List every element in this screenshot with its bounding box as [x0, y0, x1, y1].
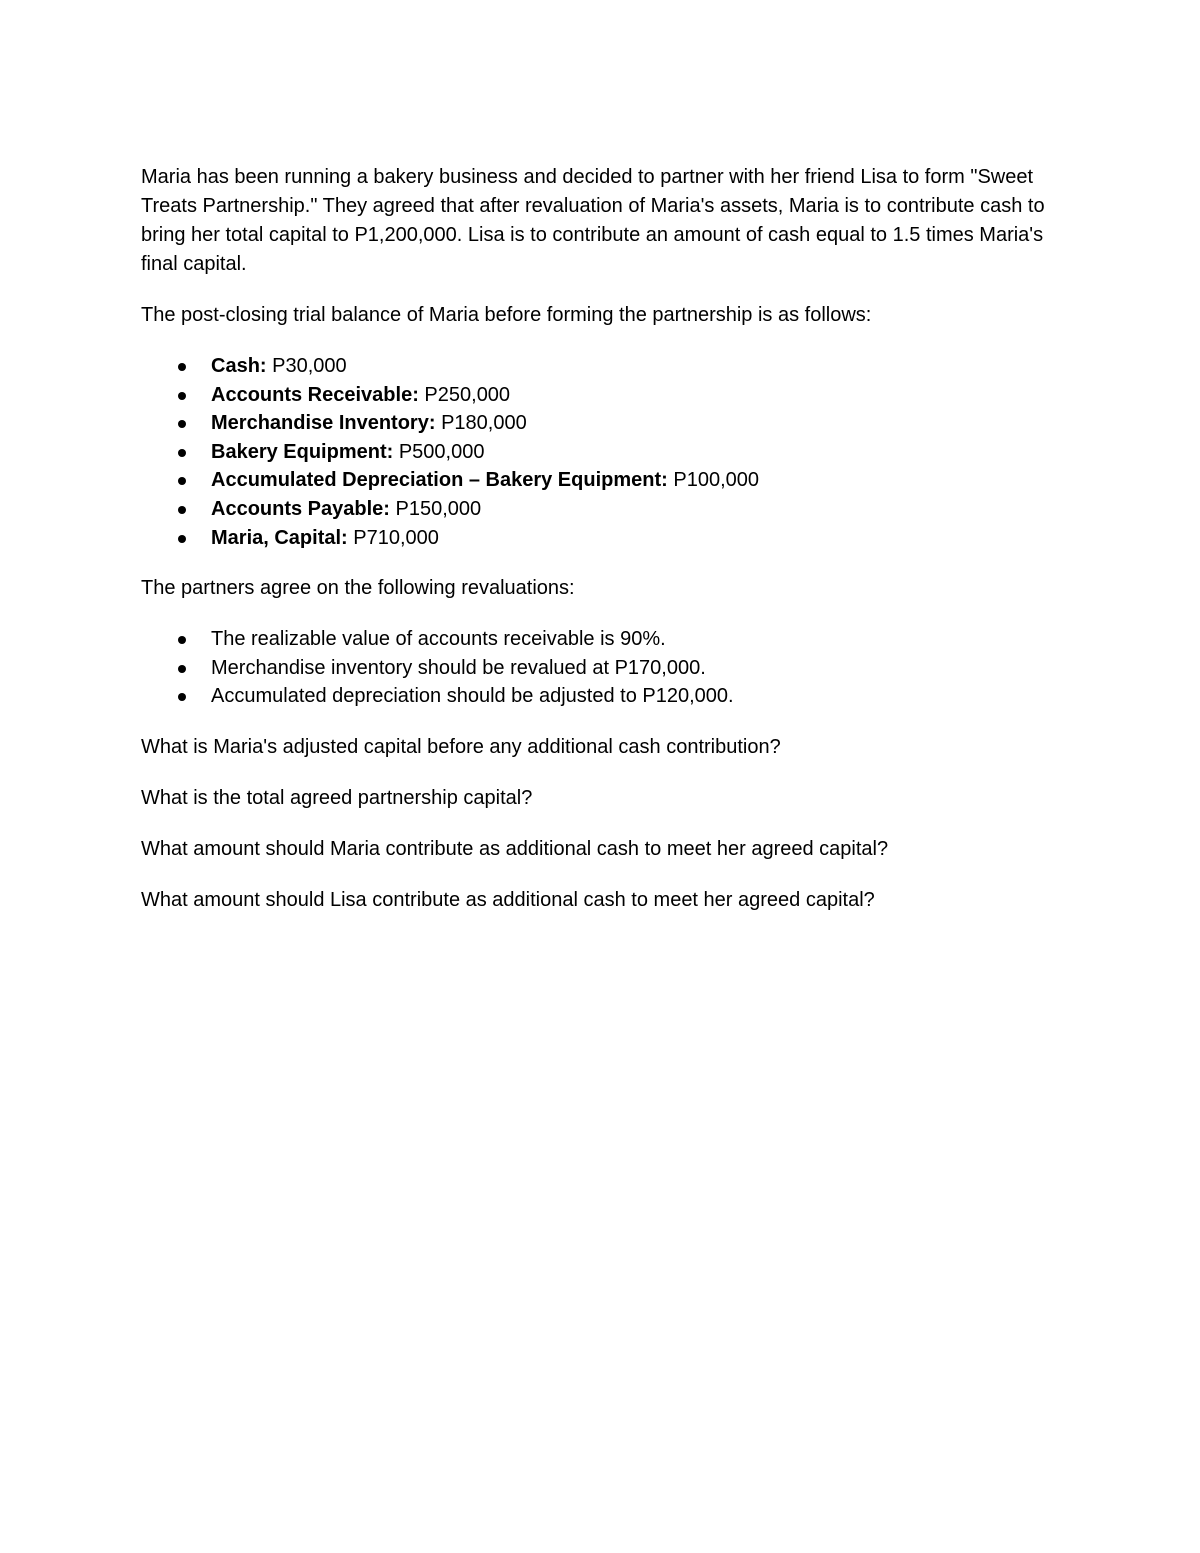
revaluation-item	[141, 682, 1051, 711]
bullet-icon	[178, 636, 186, 644]
trial-balance-heading: The post-closing trial balance of Maria before forming the partnership is as follows:	[141, 304, 872, 326]
revaluation-item	[141, 654, 1051, 683]
item-value: P30,000	[272, 355, 347, 377]
trial-balance-item-accounts-payable	[141, 495, 1051, 524]
revaluation-text: Accumulated depreciation should be adjusted to P120,000.	[211, 685, 734, 708]
item-label: Merchandise Inventory:	[211, 412, 436, 435]
item-value: P250,000	[424, 383, 511, 406]
trial-balance-item-cash	[141, 352, 1051, 381]
trial-balance-item-accounts-receivable	[141, 381, 1051, 410]
item-label: Cash:	[211, 355, 267, 377]
item-value: P710,000	[353, 526, 439, 549]
bullet-icon	[178, 363, 186, 371]
document-page	[141, 163, 1051, 937]
question-3: What amount should Maria contribute as additional cash to meet her agreed capital?	[141, 837, 889, 860]
item-label: Accounts Receivable:	[211, 383, 419, 406]
bullet-icon	[178, 693, 186, 701]
trial-balance-list	[141, 352, 1051, 552]
bullet-icon	[178, 665, 186, 673]
revaluation-item	[141, 625, 1051, 654]
bullet-icon	[178, 420, 186, 428]
item-label: Accumulated Depreciation – Bakery Equipment:	[211, 469, 668, 492]
item-label: Bakery Equipment:	[211, 440, 394, 463]
item-label: Accounts Payable:	[211, 497, 390, 520]
trial-balance-item-bakery-equipment	[141, 438, 1051, 467]
bullet-icon	[178, 477, 186, 485]
item-value: P100,000	[673, 469, 759, 492]
trial-balance-item-accumulated-depreciation	[141, 466, 1051, 495]
bullet-icon	[178, 449, 186, 457]
revaluations-list	[141, 625, 1051, 711]
item-value: P150,000	[395, 497, 482, 520]
question-2: What is the total agreed partnership capital?	[141, 786, 533, 809]
trial-balance-item-maria-capital	[141, 524, 1051, 553]
revaluation-text: Merchandise inventory should be revalued at P170,000.	[211, 656, 706, 679]
question-1: What is Maria's adjusted capital before any additional cash contribution?	[141, 735, 781, 758]
question-4: What amount should Lisa contribute as additional cash to meet her agreed capital?	[141, 888, 875, 911]
trial-balance-item-merchandise-inventory	[141, 409, 1051, 438]
intro-paragraph: Maria has been running a bakery business and decided to partner with her friend Lisa to form "Sweet Treats Partnership." They agreed that after revaluation of Maria's assets, Maria is to contribute cash to bring her total capital to P1,200,000. Lisa is to contribute an amount of cash equal to 1.5 times Maria's final capital.	[141, 166, 1045, 275]
item-label: Maria, Capital:	[211, 526, 348, 549]
revaluation-text: The realizable value of accounts receivable is 90%.	[211, 628, 666, 651]
bullet-icon	[178, 535, 186, 543]
bullet-icon	[178, 506, 186, 514]
bullet-icon	[178, 392, 186, 400]
item-value: P180,000	[441, 412, 527, 435]
revaluations-heading: The partners agree on the following revaluations:	[141, 577, 575, 600]
item-value: P500,000	[398, 440, 485, 463]
